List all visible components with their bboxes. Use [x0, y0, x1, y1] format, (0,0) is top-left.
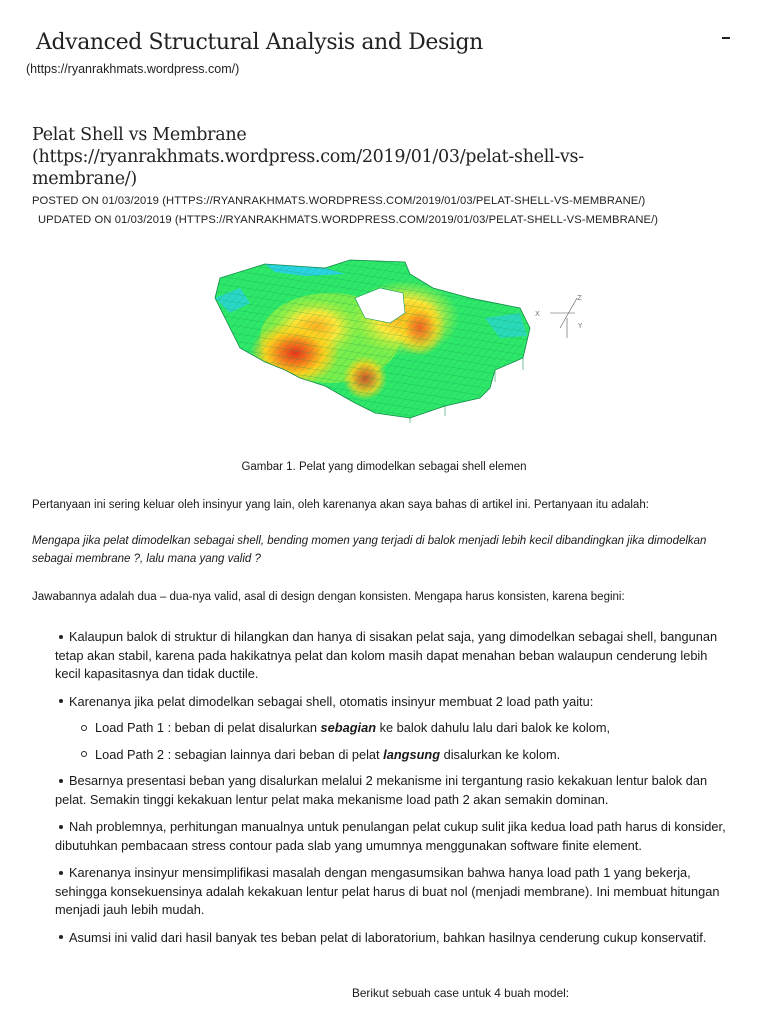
bullet-icon	[59, 935, 63, 939]
bullet-icon	[59, 871, 63, 875]
slab-stress-figure	[205, 258, 600, 423]
site-url-link[interactable]: (https://ryanrakhmats.wordpress.com/)	[26, 62, 240, 76]
list-item-text: Nah problemnya, perhitungan manualnya untuk penulangan pelat cukup sulit jika kedua load path harus di konsider, dibutuhkan pembacaan stress contour pada slab yang umumnya menggunakan software finite element.	[55, 819, 726, 853]
list-item	[55, 693, 735, 765]
answer-paragraph: Jawabannya adalah dua – dua-nya valid, asal di design dengan konsisten. Mengapa harus konsisten, karena begini:	[32, 591, 625, 603]
question-paragraph: Mengapa jika pelat dimodelkan sebagai shell, bending momen yang terjadi di balok menjadi lebih kecil dibandingkan jika dimodelkan sebagai membrane ?, lalu mana yang valid ?	[32, 535, 707, 565]
posted-on-meta[interactable]: POSTED ON 01/03/2019 (HTTPS://RYANRAKHMATS.WORDPRESS.COM/2019/01/03/PELAT-SHELL-VS-MEMBRANE/)	[32, 195, 646, 207]
updated-on-meta[interactable]: UPDATED ON 01/03/2019 (HTTPS://RYANRAKHMATS.WORDPRESS.COM/2019/01/03/PELAT-SHELL-VS-MEMBRANE/)	[38, 214, 659, 226]
post-title-text: Pelat Shell vs Membrane	[32, 125, 247, 145]
post-permalink[interactable]: (https://ryanrakhmats.wordpress.com/2019/01/03/pelat-shell-vs-membrane/)	[32, 147, 584, 189]
emphasis-text: langsung	[383, 746, 441, 762]
sub-list-item	[77, 746, 735, 765]
list-item	[55, 628, 735, 684]
list-item-text: Asumsi ini valid dari hasil banyak tes beban pelat di laboratorium, bahkan hasilnya cenderung cukup konservatif.	[69, 929, 707, 945]
list-item	[55, 864, 735, 920]
sub-item-text: ke balok dahulu lalu dari balok ke kolom,	[376, 720, 611, 735]
list-item-text: Karenanya insinyur mensimplifikasi masalah dengan mengasumsikan bahwa hanya load path 1 yang bekerja, sehingga konsekuensinya adalah kekakuan lentur pelat harus di buat nol (menjadi membrane). Ini membuat hitungan menjadi jauh lebih mudah.	[55, 865, 720, 917]
figure-caption: Gambar 1. Pelat yang dimodelkan sebagai shell elemen	[241, 461, 527, 473]
bullet-icon	[59, 779, 63, 783]
list-item	[55, 929, 735, 948]
slab-contour-image	[205, 258, 600, 423]
axis-triad-icon	[535, 294, 583, 338]
sub-bullet-list	[77, 719, 735, 764]
sub-item-text: disalurkan ke kolom.	[440, 746, 561, 762]
bullet-icon	[59, 699, 63, 703]
list-item	[55, 772, 735, 809]
sub-item-text: Load Path 2 : sebagian lainnya dari beban di pelat	[95, 746, 384, 762]
closing-line: Berikut sebuah case untuk 4 buah model:	[352, 986, 570, 1000]
bullet-list	[55, 628, 735, 947]
list-item	[55, 818, 735, 855]
list-item-text: Besarnya presentasi beban yang disalurkan melalui 2 mekanisme ini tergantung rasio kekakuan lentur balok dan pelat. Semakin tinggi kekakuan lentur pelat maka mekanisme load path 2 akan semakin dominan.	[55, 773, 708, 807]
bullet-icon	[59, 635, 63, 639]
sub-item-text: Load Path 1 : beban di pelat disalurkan	[95, 720, 321, 735]
emphasis-text: sebagian	[320, 720, 377, 735]
post-title	[32, 124, 672, 190]
axis-y-label: Y	[578, 322, 583, 330]
sub-list-item	[77, 719, 735, 738]
list-item-text: Karenanya jika pelat dimodelkan sebagai shell, otomatis insinyur membuat 2 load path yaitu:	[69, 693, 594, 709]
axis-x-label: X	[535, 310, 540, 318]
circle-bullet-icon	[81, 751, 87, 757]
axis-z-label: Z	[577, 294, 582, 302]
menu-toggle-icon[interactable]	[722, 37, 730, 39]
list-item-text: Kalaupun balok di struktur di hilangkan dan hanya di sisakan pelat saja, yang dimodelkan sebagai shell, bangunan tetap akan stabil, karena pada hakikatnya pelat dan kolom masih dapat menahan beban walaupun cenderung lebih kecil kapasitasnya dan tidak ductile.	[55, 629, 718, 681]
circle-bullet-icon	[81, 725, 87, 731]
bullet-icon	[59, 825, 63, 829]
intro-paragraph: Pertanyaan ini sering keluar oleh insinyur yang lain, oleh karenanya akan saya bahas di artikel ini. Pertanyaan itu adalah:	[32, 499, 649, 511]
site-title[interactable]: Advanced Structural Analysis and Design	[36, 30, 483, 55]
